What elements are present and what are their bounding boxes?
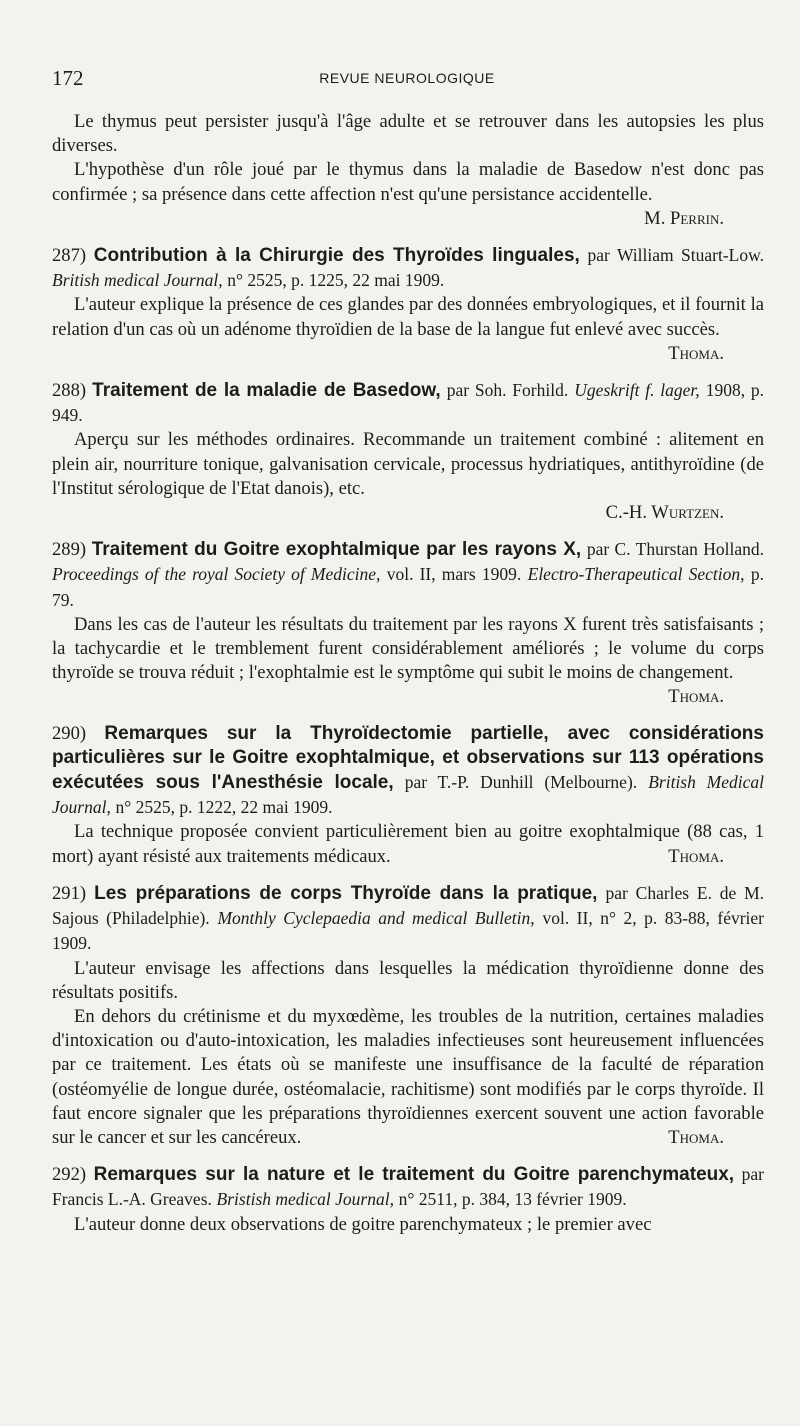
article-289 xyxy=(52,537,764,709)
article-title xyxy=(52,1162,764,1212)
article-title xyxy=(52,881,764,957)
article-heading: Traitement du Goitre exophtalmique par les rayons X, xyxy=(91,539,582,561)
article-body: Aperçu sur les méthodes ordinaires. Recommande un traitement combiné : alitement en plein air, nourriture tonique, galvanisation cervicale, processus hydriatiques, antithyroïdine (de l'Institut sérologique de l'Etat danois), etc. xyxy=(52,429,764,499)
article-journal: Bristish medical Journal, xyxy=(216,1189,394,1210)
article-body xyxy=(52,820,764,868)
intro-paragraph-2: L'hypothèse d'un rôle joué par le thymus dans la maladie de Basedow n'est donc pas confirmée ; sa présence dans cette affection n'est qu'une persistance accidentelle. xyxy=(52,159,764,205)
article-author: par Soh. Forhild. xyxy=(446,380,569,401)
article-journal: Proceedings of the royal Society of Medicine, xyxy=(52,564,381,585)
article-number: 290) xyxy=(52,722,87,744)
article-body: Dans les cas de l'auteur les résultats du traitement par les rayons X furent très satisfaisants ; la tachycardie et le tremblement furent considérablement améliorés ; le volume du corps thyroïde se trouva réduit ; l'exophtalmie est le symptôme qui subit le moins de changement. xyxy=(52,613,764,684)
article-body: L'auteur donne deux observations de goitre parenchymateux ; le premier avec xyxy=(74,1213,652,1235)
article-journal: Ugeskrift f. lager, xyxy=(574,380,700,401)
article-heading: Remarques sur la nature et le traitement du Goitre parenchymateux, xyxy=(93,1164,735,1186)
article-reference: n° 2511, p. 384, 13 février 1909. xyxy=(398,1189,627,1210)
article-body: L'auteur envisage les affections dans lesquelles la médication thyroïdienne donne des résultats positifs. xyxy=(52,957,764,1003)
article-signature xyxy=(52,501,764,525)
article-291 xyxy=(52,881,764,1150)
article-number: 292) xyxy=(52,1164,87,1186)
article-author: par T.-P. Dunhill (Melbourne). xyxy=(404,772,638,793)
article-reference: n° 2525, p. 1225, 22 mai 1909. xyxy=(227,270,445,291)
article-heading: Contribution à la Chirurgie des Thyroïdes linguales, xyxy=(93,245,580,267)
article-body-text: En dehors du crétinisme et du myxœdème, les troubles de la nutrition, certaines maladies d'intoxication ou d'auto-intoxication, les maladies infectieuses sont heureusement influencées par ce traitement. Les états où se manifeste une insuffisance de la faculté de réparation (ostéomyélie de longue durée, ostéomalacie, rachitisme) sont modifiés par le corps thyroïde. Il faut encore signaler que les préparations thyroïdiennes exercent souvent une action favorable sur le cancer et sur les cancéreux. xyxy=(52,1005,764,1148)
article-heading: Traitement de la maladie de Basedow, xyxy=(92,380,441,402)
article-290 xyxy=(52,722,764,869)
article-title xyxy=(52,243,764,293)
article-author: par Francis L.-A. Greaves. xyxy=(52,1164,764,1210)
article-292 xyxy=(52,1162,764,1237)
article-journal: British Medical Journal, xyxy=(52,772,764,818)
article-heading: Les préparations de corps Thyroïde dans la pratique, xyxy=(94,882,598,904)
article-reference: n° 2525, p. 1222, 22 mai 1909. xyxy=(115,797,333,818)
article-title xyxy=(52,537,764,613)
article-number: 287) xyxy=(52,245,87,267)
signature-text: Thoma. xyxy=(668,342,724,364)
article-heading: Remarques sur la Thyroïdectomie partielle, avec considérations particulières sur le Goitre exophtalmique, et observations sur 113 opérations exécutées sous l'Anesthésie locale, xyxy=(52,722,764,794)
page-header xyxy=(52,66,762,90)
signature-text: M. Perrin. xyxy=(644,207,724,229)
article-page: p. 79. xyxy=(52,564,764,610)
article-section: Electro-Therapeutical Section, xyxy=(527,564,745,585)
signature-text: Thoma. xyxy=(668,686,724,708)
article-signature: Thoma. xyxy=(668,845,724,867)
article-author: par William Stuart-Low. xyxy=(587,245,764,266)
signature-text: C.-H. Wurtzen. xyxy=(605,502,724,524)
running-head: REVUE NEUROLOGIQUE xyxy=(319,70,495,86)
article-signature: Thoma. xyxy=(668,1126,724,1148)
article-reference: vol. II, n° 2, p. 83-88, février 1909. xyxy=(52,908,765,954)
article-signature xyxy=(52,342,764,366)
intro-signature xyxy=(52,207,764,231)
page-content xyxy=(52,110,764,1237)
article-body-text: La technique proposée convient particulièrement bien au goitre exophtalmique (88 cas, 1 mort) ayant résisté aux traitements médicaux. xyxy=(52,821,764,867)
intro-paragraph-1: Le thymus peut persister jusqu'à l'âge adulte et se retrouver dans les autopsies les plus diverses. xyxy=(52,111,764,157)
article-body xyxy=(52,1005,764,1150)
article-signature xyxy=(52,685,764,709)
article-title xyxy=(52,378,764,428)
article-number: 289) xyxy=(52,539,87,561)
article-author: par C. Thurstan Holland. xyxy=(586,539,764,560)
article-journal: Monthly Cyclepaedia and medical Bulletin, xyxy=(217,908,535,929)
article-journal: British medical Journal, xyxy=(52,270,223,291)
article-288 xyxy=(52,378,764,525)
article-reference: 1908, p. 949. xyxy=(52,380,765,426)
article-number: 291) xyxy=(52,882,87,904)
article-author: par Charles E. de M. Sajous (Philadelphie). xyxy=(52,882,765,929)
page-number: 172 xyxy=(52,66,84,90)
article-body: L'auteur explique la présence de ces glandes par des données embryologiques, et il fournit la relation d'un cas où un adénome thyroïdien de la base de la langue fut enlevé avec succès. xyxy=(52,294,764,340)
article-title xyxy=(52,722,764,821)
article-reference: vol. II, mars 1909. xyxy=(386,564,522,585)
article-number: 288) xyxy=(52,380,87,402)
article-287 xyxy=(52,243,764,366)
